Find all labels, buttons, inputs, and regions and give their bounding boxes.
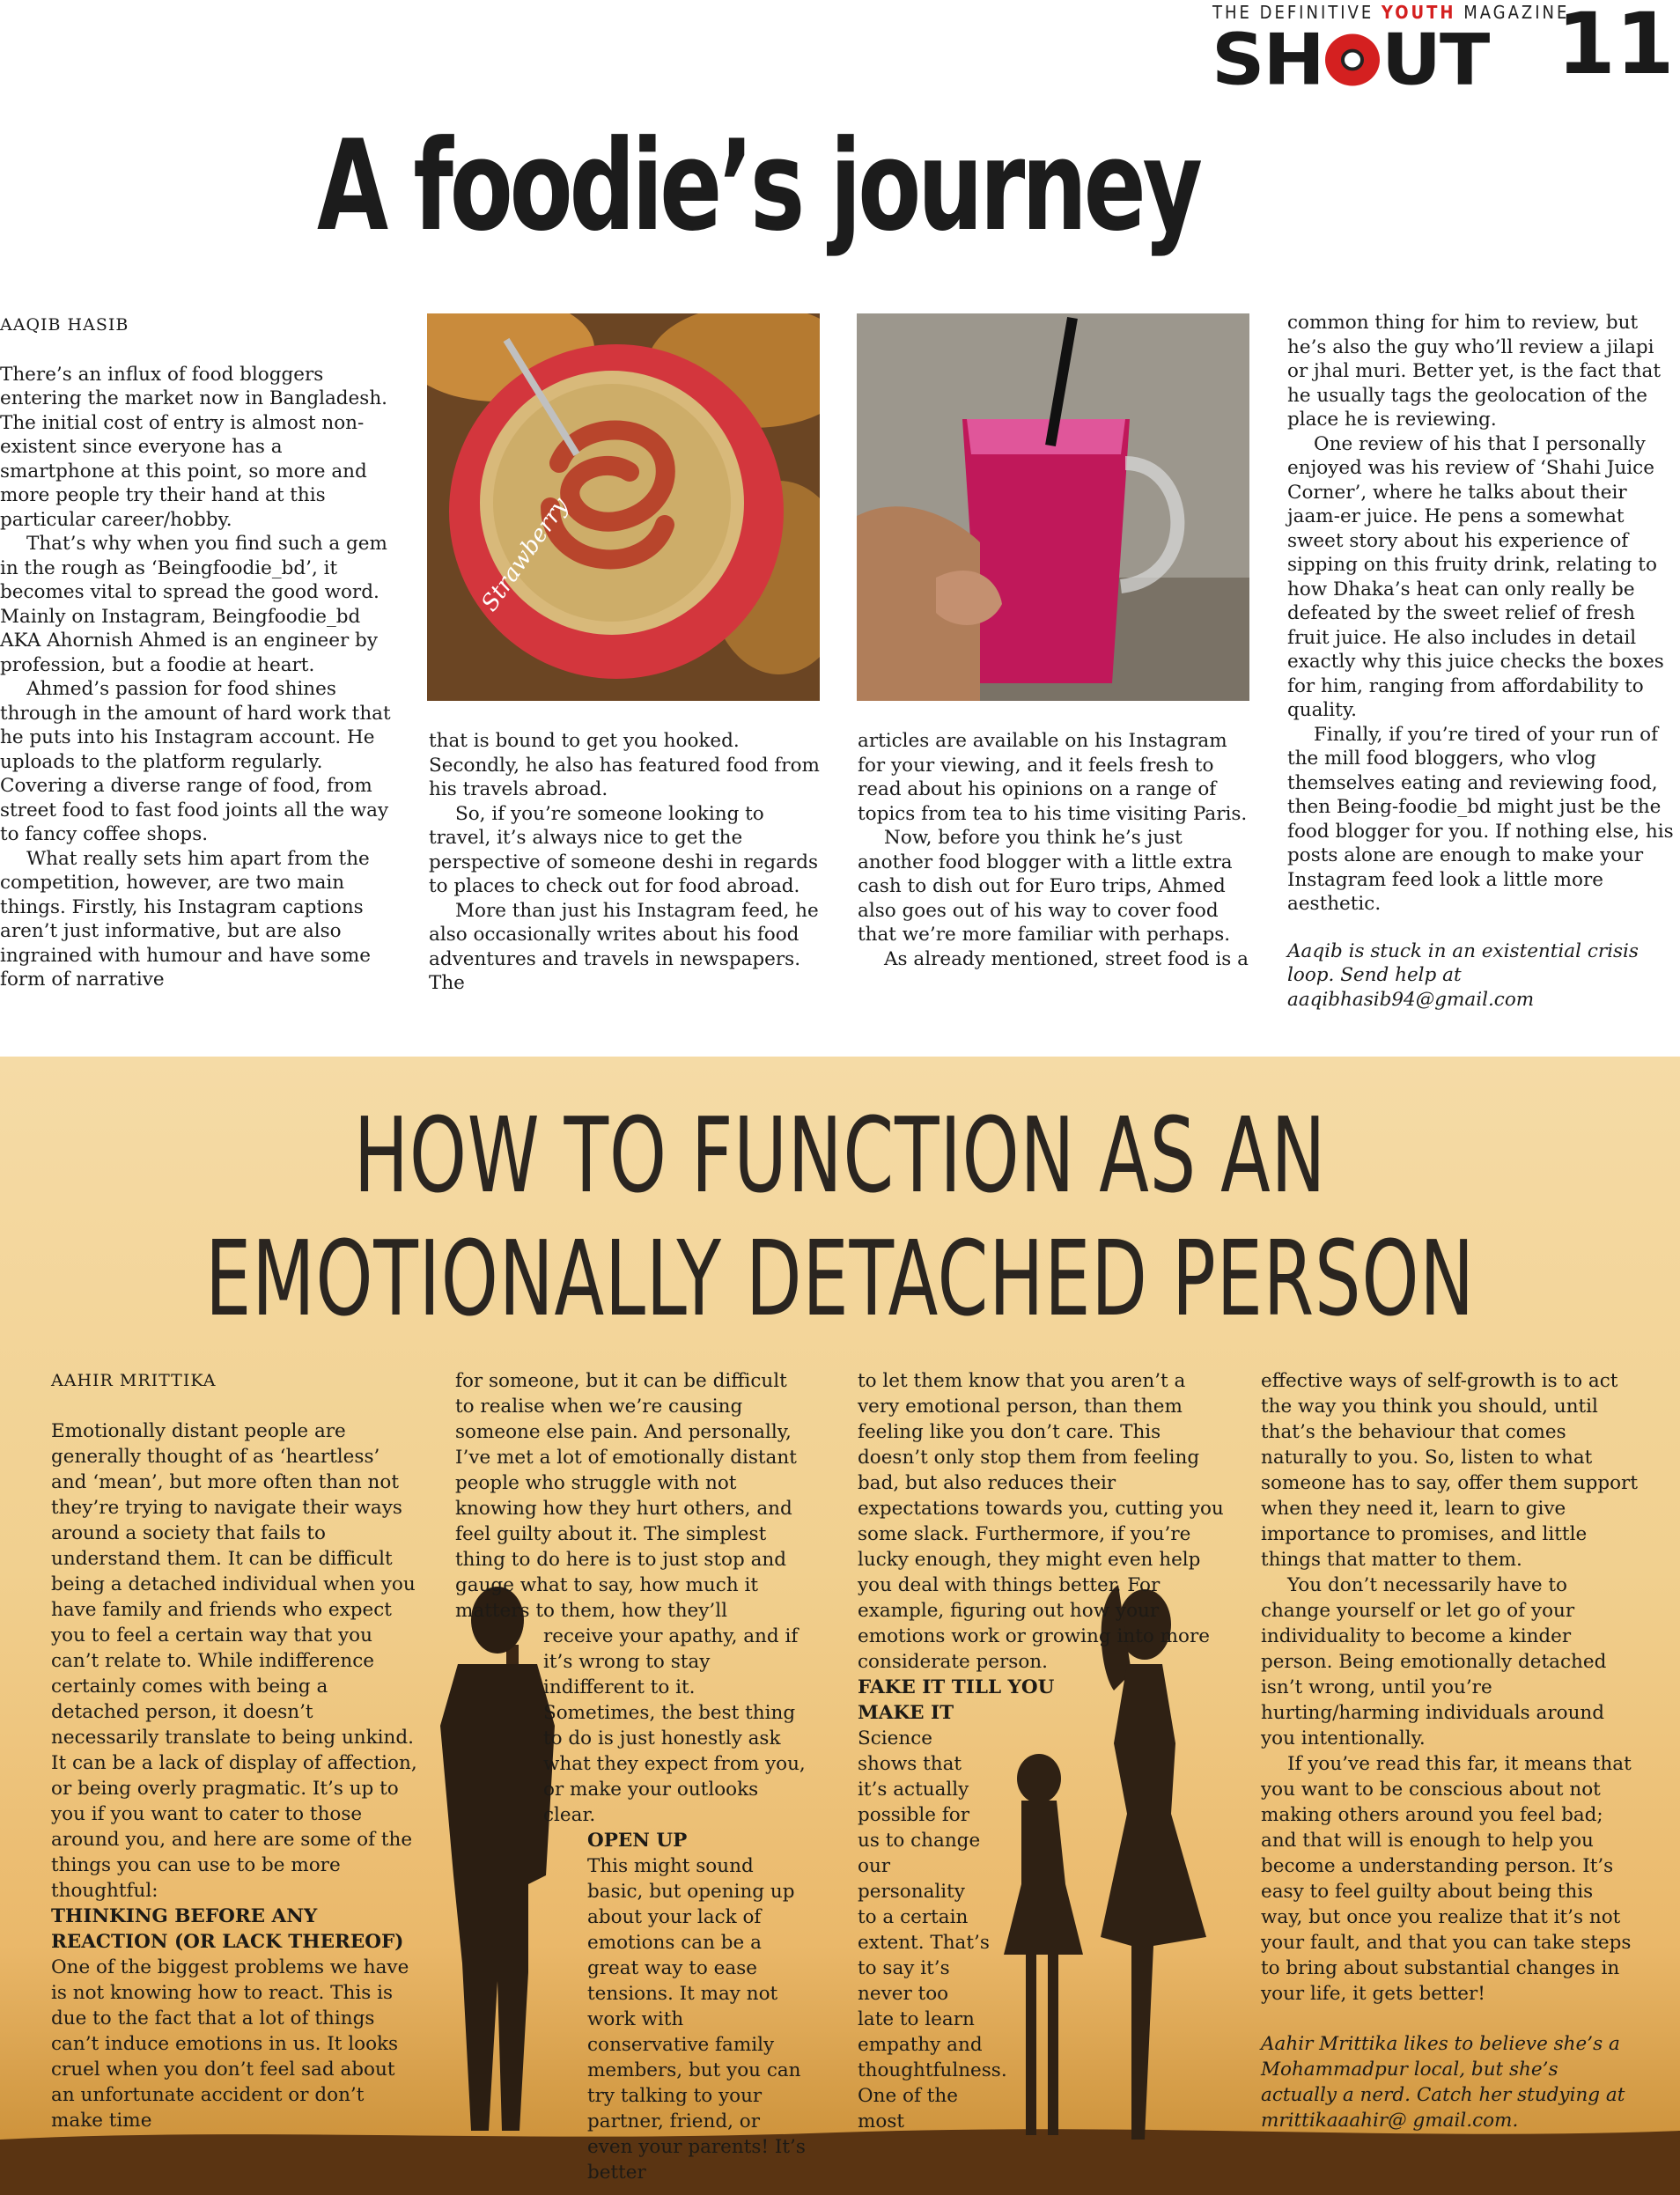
article2-signoff: Aahir Mrittika likes to believe she’s a Mohammadpur local, but she’s actually a nerd. Catch her studying at mrittikaaahir@ gmail.com. (1261, 2033, 1625, 2132)
jilapi-photo (427, 313, 820, 701)
article1-byline: AAQIB HASIB (0, 315, 129, 335)
article1-col1 (0, 313, 392, 992)
article2-col2 (455, 1368, 807, 2185)
paragraph: that is bound to get you hooked. Secondly, he also has featured food from his travels abroad. (429, 730, 820, 800)
paragraph: Ahmed’s passion for food shines through in the amount of hard work that he puts into his Instagram account. He uploads to the platform regularly. Covering a diverse range of food, from street food to fast food joints all the way to fancy coffee shops. (0, 678, 391, 845)
logo-o-icon (1325, 34, 1380, 86)
article1-col4 (1287, 311, 1680, 1012)
page-number: 11 (1557, 0, 1675, 93)
article1-signoff: Aaqib is stuck in an existential crisis loop. Send help at aaqibhasib94@gmail.com (1287, 939, 1639, 1011)
paragraph: If you’ve read this far, it means that you want to be conscious about not making others around you feel bad; and that will is enough to help you become a understanding person. It’s easy to feel guilty about being this way, but once you realize that it’s not your fault, and that you can take steps to bring about substantial changes in your life, it gets better! (1261, 1753, 1632, 2005)
article2-title-line2: EMOTIONALLY DETACHED PERSON (205, 1218, 1475, 1339)
paragraph: One review of his that I personally enjoyed was his review of ‘Shahi Juice Corner’, where he talks about their jaam-er juice. He pens a somewhat sweet story about his experience of sipping on this fruity drink, relating to how Dhaka’s heat can only really be defeated by the sweet relief of fresh fruit juice. He also includes in detail exactly why this juice checks the boxes for him, ranging from affordability to quality. (1287, 432, 1664, 721)
article2-byline: AAHIR MRITTIKA (51, 1371, 217, 1390)
paragraph: There’s an influx of food bloggers entering the market now in Bangladesh. The initial cost of entry is almost non-existent since everyone has a smartphone at this point, so more and more people try their hand at this particular career/hobby. (0, 363, 387, 531)
paragraph: This might sound basic, but opening up about your lack of emotions can be a great way to ease tensions. It may not work with conservative family members, but you can try talking to your partner, friend, or even your parents! It’s better (587, 1855, 806, 2184)
paragraph: common thing for him to review, but he’s also the guy who’ll review a jilapi or jhal muri. Better yet, is the fact that he usually tags the geolocation of the place he is reviewing. (1287, 312, 1661, 431)
paragraph: That’s why when you find such a gem in the rough as ‘Beingfoodie_bd’, it becomes vital to spread the good word. Mainly on Instagram, Beingfoodie_bd AKA Ahornish Ahmed is an engineer by profession, but a foodie at heart. (0, 533, 387, 676)
paragraph: Finally, if you’re tired of your run of the mill food bloggers, who vlog themselves eating and reviewing food, then Being-foodie_bd might just be the food blogger for you. If nothing else, his posts alone are enough to make your Instagram feed look a little more aesthetic. (1287, 723, 1674, 915)
paragraph: So, if you’re someone looking to travel, it’s always nice to get the perspective of someone deshi in regards to places to check out for food abroad. (429, 802, 819, 897)
paragraph: to let them know that you aren’t a very emotional person, than them feeling like you don’t care. This doesn’t only stop them from feeling bad, but also reduces their expectations towards you, cutting you some slack. Furthermore, if you’re lucky enough, they might even help you deal with things better. For example, figuring out how your emotions work or growing into more considerate person. (858, 1370, 1224, 1673)
paragraph: articles are available on his Instagram for your viewing, and it feels fresh to read about his opinions on a range of topics from tea to his time visiting Paris. (858, 730, 1248, 825)
subhead-open-up: OPEN UP (587, 1830, 688, 1852)
shout-logo: SH UT (1212, 18, 1489, 101)
article2-col1 (51, 1368, 419, 2133)
article1-title: A foodie’s journey (317, 114, 1199, 259)
paragraph: As already mentioned, street food is a (884, 947, 1249, 970)
paragraph: Now, before you think he’s just another food blogger with a little extra cash to dish out for Euro trips, Ahmed also goes out of his way to cover food that we’re more familiar with perhaps. (858, 827, 1233, 946)
masthead-tagline: THE DEFINITIVE YOUTH MAGAZINE (1212, 2, 1570, 23)
article2-col3 (858, 1368, 1227, 2134)
paragraph: receive your apathy, and if it’s wrong to stay indifferent to it. Sometimes, the best thing to do is just honestly ask what they expect from you, or make your outlooks clear. (543, 1625, 806, 1826)
paragraph: You don’t necessarily have to change yourself or let go of your individuality to become a kinder person. Being emotionally detached isn’t wrong, until you’re hurting/harming individuals around you intentionally. (1261, 1574, 1607, 1749)
article2-title (0, 1094, 1680, 1340)
subhead-thinking: THINKING BEFORE ANY REACTION (OR LACK THEREOF) (51, 1905, 404, 1953)
article2-title-line1: HOW TO FUNCTION AS AN (353, 1094, 1327, 1216)
paragraph: One of the biggest problems we have is not knowing how to react. This is due to the fact that a lot of things can’t induce emotions in us. It looks cruel when you don’t feel sad about an unfortunate accident or don’t make time (51, 1956, 409, 2132)
article1-col3 (858, 729, 1249, 971)
subhead-fake-it: FAKE IT TILL YOU MAKE IT (858, 1676, 1055, 1724)
juice-photo (857, 313, 1249, 701)
paragraph: for someone, but it can be difficult to realise when we’re causing someone else pain. And personally, I’ve met a lot of emotionally distant people who struggle with not knowing how they hurt others, and feel guilty about it. The simplest thing to do here is to just stop and gauge what to say, how much it matters to them, how they’ll (455, 1370, 797, 1622)
paragraph: What really sets him apart from the competition, however, are two main things. Firstly, his Instagram captions aren’t just informative, but are also ingrained with humour and have some form of narrative (0, 847, 371, 991)
paragraph: More than just his Instagram feed, he also occasionally writes about his food adventures and travels in newspapers. The (429, 899, 819, 994)
paragraph: Science shows that it’s actually possible for us to change our personality to a certain extent. That’s to say it’s never too late to learn empathy and thoughtfulness. One of the most (858, 1727, 1007, 2132)
paragraph: effective ways of self-growth is to act the way you think you should, until that’s the behaviour that comes naturally to you. So, listen to what someone has to say, offer them support when they need it, learn to give importance to promises, and little things that matter to them. (1261, 1370, 1638, 1571)
plate-lettering: Strawberry (476, 492, 574, 617)
paragraph: Emotionally distant people are generally thought of as ‘heartless’ and ‘mean’, but more often than not they’re trying to navigate their ways around a society that fails to understand them. It can be difficult being a detached individual when you have family and friends who expect you to feel a certain way that you can’t relate to. While indifference certainly comes with being a detached person, it doesn’t necessarily translate to being unkind. It can be a lack of display of affection, or being overly pragmatic. It’s up to you if you want to cater to those around you, and here are some of the things you can use to be more thoughtful: (51, 1420, 417, 1902)
article2-col4 (1261, 1368, 1639, 2133)
article1-col2 (429, 729, 822, 996)
